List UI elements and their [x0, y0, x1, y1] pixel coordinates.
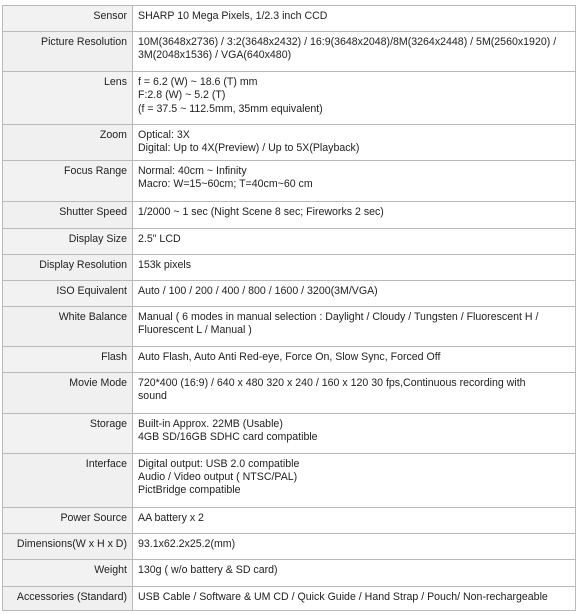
spec-value-line: Auto / 100 / 200 / 400 / 800 / 1600 / 3200(3M/VGA)	[138, 284, 378, 297]
spec-label: Power Source	[3, 507, 133, 533]
spec-row	[3, 586, 576, 610]
spec-row	[3, 201, 576, 228]
spec-value	[133, 413, 576, 453]
spec-value-line: 3M(2048x1536) / VGA(640x480)	[138, 49, 292, 62]
spec-row	[3, 306, 576, 346]
spec-value	[133, 72, 576, 125]
spec-label: Display Resolution	[3, 254, 133, 280]
spec-value	[133, 280, 576, 306]
spec-row	[3, 280, 576, 306]
spec-label: Dimensions(W x H x D)	[3, 533, 133, 559]
spec-row	[3, 32, 576, 72]
spec-value-line: Built-in Approx. 22MB (Usable)	[138, 417, 283, 430]
spec-value	[133, 6, 576, 32]
spec-value	[133, 586, 576, 610]
spec-value-line: Digital: Up to 4X(Preview) / Up to 5X(Playback)	[138, 142, 360, 155]
spec-value	[133, 201, 576, 228]
spec-value	[133, 306, 576, 346]
spec-value	[133, 32, 576, 72]
spec-value-line: (f = 37.5 ~ 112.5mm, 35mm equivalent)	[138, 102, 323, 115]
spec-value-line: Audio / Video output ( NTSC/PAL)	[138, 470, 298, 483]
spec-row	[3, 254, 576, 280]
spec-label: Focus Range	[3, 160, 133, 201]
spec-label: Zoom	[3, 125, 133, 161]
spec-value	[133, 254, 576, 280]
spec-row	[3, 372, 576, 413]
spec-table-body	[3, 6, 576, 611]
spec-value	[133, 160, 576, 201]
spec-value-line: 4GB SD/16GB SDHC card compatible	[138, 430, 318, 443]
spec-row	[3, 228, 576, 254]
spec-row	[3, 6, 576, 32]
spec-label: Lens	[3, 72, 133, 125]
spec-label: Storage	[3, 413, 133, 453]
spec-value-line: 93.1x62.2x25.2(mm)	[138, 537, 236, 550]
spec-value-line: 153k pixels	[138, 258, 191, 271]
spec-value	[133, 559, 576, 586]
spec-value-line: sound	[138, 389, 167, 402]
spec-row	[3, 125, 576, 161]
spec-value-line: 2.5" LCD	[138, 232, 181, 245]
spec-value-line: USB Cable / Software & UM CD / Quick Guide / Hand Strap / Pouch/ Non-rechargeable	[138, 590, 548, 603]
spec-value	[133, 453, 576, 507]
spec-value-line: SHARP 10 Mega Pixels, 1/2.3 inch CCD	[138, 10, 328, 22]
spec-label: Flash	[3, 346, 133, 372]
spec-value-line: Auto Flash, Auto Anti Red-eye, Force On, Slow Sync, Forced Off	[138, 350, 441, 363]
spec-value	[133, 372, 576, 413]
spec-value	[133, 125, 576, 161]
spec-value-line: F:2.8 (W) ~ 5.2 (T)	[138, 89, 226, 102]
spec-label: Movie Mode	[3, 372, 133, 413]
spec-value-line: 130g ( w/o battery & SD card)	[138, 563, 278, 576]
spec-value-line: Normal: 40cm ~ Infinity	[138, 164, 247, 177]
spec-value-line: Manual ( 6 modes in manual selection : Daylight / Cloudy / Tungsten / Fluorescent H /	[138, 310, 539, 323]
spec-value-line: 10M(3648x2736) / 3:2(3648x2432) / 16:9(3648x2048)/8M(3264x2448) / 5M(2560x1920) /	[138, 36, 557, 48]
spec-value-line: PictBridge compatible	[138, 484, 241, 497]
spec-label: Shutter Speed	[3, 201, 133, 228]
spec-row	[3, 453, 576, 507]
spec-label: Sensor	[3, 6, 133, 32]
spec-value-line: f = 6.2 (W) ~ 18.6 (T) mm	[138, 76, 258, 88]
spec-value	[133, 228, 576, 254]
spec-value-line: Digital output: USB 2.0 compatible	[138, 457, 300, 470]
spec-label: White Balance	[3, 306, 133, 346]
spec-row	[3, 533, 576, 559]
spec-value-line: AA battery x 2	[138, 511, 204, 524]
spec-value	[133, 533, 576, 559]
spec-label: Display Size	[3, 228, 133, 254]
spec-value	[133, 507, 576, 533]
spec-value	[133, 346, 576, 372]
spec-label: Weight	[3, 559, 133, 586]
spec-value-line: 1/2000 ~ 1 sec (Night Scene 8 sec; Fireworks 2 sec)	[138, 205, 384, 218]
spec-label: Picture Resolution	[3, 32, 133, 72]
spec-row	[3, 559, 576, 586]
spec-row	[3, 346, 576, 372]
spec-value-line: Optical: 3X	[138, 129, 190, 141]
spec-value-line: Fluorescent L / Manual )	[138, 323, 252, 336]
spec-table	[2, 5, 576, 611]
spec-label: Interface	[3, 453, 133, 507]
spec-label: ISO Equivalent	[3, 280, 133, 306]
spec-row	[3, 160, 576, 201]
spec-row	[3, 413, 576, 453]
spec-row	[3, 72, 576, 125]
spec-value-line: 720*400 (16:9) / 640 x 480 320 x 240 / 160 x 120 30 fps,Continuous recording with	[138, 376, 526, 389]
spec-value-line: Macro: W=15~60cm; T=40cm~60 cm	[138, 177, 313, 190]
spec-row	[3, 507, 576, 533]
spec-label: Accessories (Standard)	[3, 586, 133, 610]
